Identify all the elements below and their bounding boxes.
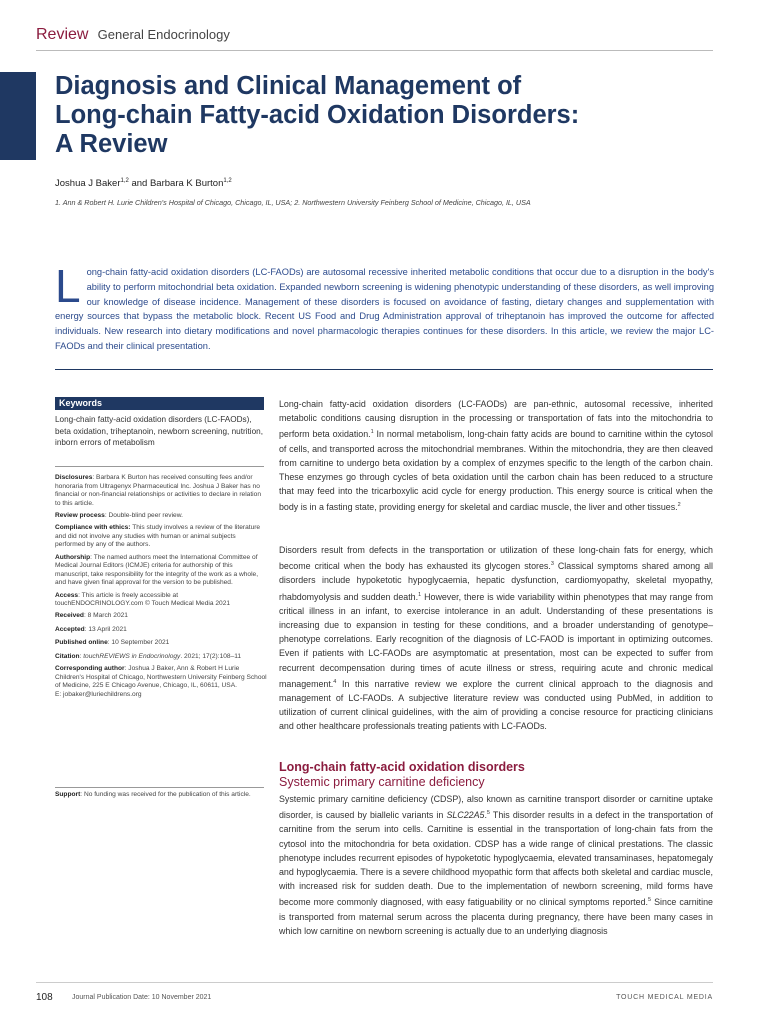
- body-text: In this narrative review we explore the current clinical approach to the diagnosis and management of LC-FAODs. A subjective literature review was conducted using PubMed, in addition to utilization of current clinical guidelines, with the aim of providing a concise resource for practicing clinicians and other healthcare professionals treating patients with LC-FAODs.: [279, 678, 713, 732]
- ethics-label: Compliance with ethics:: [55, 524, 131, 532]
- abstract-divider: [55, 369, 713, 370]
- reference-sup: 1: [370, 429, 374, 436]
- authorship: [55, 554, 267, 588]
- reference-sup: 1: [418, 591, 422, 598]
- author-separator: and: [128, 178, 150, 190]
- ethics: [55, 524, 267, 550]
- author-affiliation-sup: 1,2: [223, 178, 232, 184]
- article-type-label: Review: [36, 26, 89, 43]
- ethics-text: This study involves a review of the literature and did not involve any studies with human or animal subjects performed by any of the authors.: [55, 524, 261, 549]
- corresponding-author: [55, 665, 267, 699]
- disclosures-label: Disclosures: [55, 474, 93, 481]
- reference-sup: 2: [677, 502, 681, 509]
- body-text: In normal metabolism, long-chain fatty acids are bound to carnitine within the cytosol of cells, and transported across the mitochondrial membranes. Within the mitochondria, they are then cleaved from carnitine to undergo beta oxidation by a complex of enzymes specific to the length of the carbon chain. These enzymes go through cycles of beta oxidation until the carbon chain has been reduced to a structure that may feed into the tricarboxylic acid cycle for energy production. This energy source is critical when the body is in a fasting state, providing energy for skeletal and cardiac muscle, the liver and other tissues.: [279, 429, 713, 513]
- section-heading: Long-chain fatty-acid oxidation disorders: [279, 760, 525, 774]
- authorship-label: Authorship: [55, 553, 91, 561]
- running-header: [36, 26, 230, 44]
- support-divider: [55, 787, 264, 788]
- authorship-text: : The named authors meet the International Committee of Medical Journal Editors (ICMJE) criteria for authorship of this manuscript, take responsibility for the integrity of the work as a whole, and have given final approval for the version to be published.: [55, 553, 259, 587]
- reference-sup: 5: [486, 810, 490, 817]
- disclosures: [55, 474, 267, 508]
- review-label: Review process: [55, 511, 105, 519]
- body-text: Since carnitine is transported from maternal serum across the placenta during pregnancy, there have been many cases in which low carnitine on newborn screening is actually due to an underlying diagnosis: [279, 897, 713, 936]
- disclosures-text: : Barbara K Burton has received consulting fees and/or honoraria from Ultragenyx Pharmaceutical Inc. Joshua J Baker has no financial or non-financial relationships or activities to declare in relation to this article.: [55, 474, 261, 507]
- page-number: 108: [36, 992, 53, 1003]
- access-text: : This article is freely accessible at touchENDOCRINOLOGY.com © Touch Medical Media 2021: [55, 591, 231, 608]
- body-paragraph-2: [279, 543, 713, 734]
- publisher-brand: TOUCH MEDICAL MEDIA: [616, 994, 713, 1001]
- citation: [55, 653, 267, 662]
- published-date: [55, 639, 267, 648]
- reference-sup: 5: [647, 897, 652, 904]
- title-line: Diagnosis and Clinical Management of: [55, 72, 522, 100]
- body-paragraph-3: [279, 792, 713, 938]
- body-text: Disorders result from defects in the transportation or utilization of these long-chain fats for energy, which become critical when the body has exhausted its glycogen stores.: [279, 545, 713, 572]
- accepted-text: : 13 April 2021: [84, 625, 127, 633]
- published-text: : 10 September 2021: [107, 639, 170, 647]
- corresponding-label: Corresponding author: [55, 665, 125, 673]
- corresponding-email[interactable]: E: jobaker@luriechildrens.org: [55, 691, 142, 699]
- author-name: Barbara K Burton: [149, 178, 224, 190]
- support-label: Support: [55, 791, 81, 798]
- abstract: [55, 260, 714, 354]
- accepted-date: [55, 626, 267, 635]
- author-name: Joshua J Baker: [55, 178, 121, 190]
- publication-date: Journal Publication Date: 10 November 2021: [72, 994, 212, 1001]
- article-metadata: [55, 474, 267, 703]
- gene-name: SLC22A5: [446, 810, 485, 821]
- support-text: : No funding was received for the publication of this article.: [80, 791, 251, 798]
- title-line: A Review: [55, 130, 168, 158]
- review-text: : Double-blind peer review.: [104, 511, 183, 519]
- abstract-dropcap: L: [55, 260, 81, 312]
- received-text: : 8 March 2021: [83, 612, 128, 620]
- author-affiliation-sup: 1,2: [120, 178, 129, 184]
- body-text: This disorder results in a defect in the transportation of carnitine from the serum into cells. Carnitine is essential in the transportation of long-chain fats from the cytosol into the mitochondria for beta oxidation. CDSP has a wide range of clinical prestations. The classic phenotype includes recurrent episodes of hypoketotic hypoglycaemia, elevated transaminases, hepatomegaly and hypoglycaemia. There is a severe childhood myopathic form that affects both skeletal and cardiac muscle, with increased risk for sudden death. Due to the implementation of newborn screening, mild forms have become more commonly diagnosed, with easy fatiguability or no clinical symptoms reported.: [279, 810, 713, 908]
- abstract-text: ong-chain fatty-acid oxidation disorders (LC-FAODs) are autosomal recessive inherited metabolic conditions that occur due to a disruption in the body's ability to perform mitochondrial beta oxidation. Expanded newborn screening is widening phenotypic understanding of these disorders, as well improving our knowledge of disease incidence. Management of these disorders is focused on avoidance of fasting, dietary changes and supplementation with energy sources that bypass the metabolic block. Recent US Food and Drug Administration approval of triheptanoin has improved the outcome for affected individuals. New research into dietary modifications and novel pharmacologic therapies continues for these disorders. In this article, we review the major LC-FAODs and their clinical presentation.: [55, 267, 714, 351]
- affiliations: 1. Ann & Robert H. Lurie Children's Hospital of Chicago, Chicago, IL, USA; 2. Northwestern University Feinberg School of Medicine, Chicago, IL, USA: [55, 198, 531, 207]
- footer-divider: [36, 982, 713, 983]
- accepted-label: Accepted: [55, 625, 85, 633]
- body-text: Classical symptoms shared among all disorders include hypoketotic hypoglycaemia, hepatic dysfunction, cardiomyopathy, skeletal myopathy, rhabdomyolysis and sudden death.: [279, 561, 713, 602]
- published-label: Published online: [55, 639, 108, 647]
- body-text: .: [484, 810, 487, 821]
- reference-sup: 3: [550, 561, 554, 568]
- access-label: Access: [55, 591, 79, 599]
- reference-sup: 4: [333, 678, 337, 685]
- citation-label: Citation: [55, 653, 80, 661]
- subsection-heading: Systemic primary carnitine deficiency: [279, 775, 485, 789]
- support: [55, 791, 264, 800]
- keywords-heading: Keywords: [55, 397, 264, 410]
- title-line: Long-chain Fatty-acid Oxidation Disorders:: [55, 101, 580, 129]
- keywords-divider: [55, 466, 264, 467]
- received-date: [55, 612, 267, 621]
- body-text: Long-chain fatty-acid oxidation disorders (LC-FAODs) are pan-ethnic, autosomal recessive, inherited metabolic conditions causing disruption in the processing or transportation of fats into the mitochondria to perform beta oxidation.: [279, 399, 713, 440]
- article-title: [55, 72, 695, 159]
- citation-journal: touchREVIEWS in Endocrinology: [83, 653, 181, 661]
- keywords-list: Long-chain fatty-acid oxidation disorders (LC-FAODs), beta oxidation, triheptanoin, newborn screening, nutrition, inborn errors of metabolism: [55, 415, 264, 447]
- title-accent-bar: [0, 72, 36, 160]
- body-text: Systemic primary carnitine deficiency (CDSP), also known as carnitine transport disorder or carnitine uptake disorder, is caused by biallelic variants in: [279, 794, 713, 821]
- received-label: Received: [55, 612, 84, 620]
- header-divider: [36, 50, 713, 51]
- body-paragraph-1: [279, 397, 713, 515]
- section-label: General Endocrinology: [97, 27, 230, 42]
- author-list: [55, 178, 232, 189]
- corresponding-text: : Joshua J Baker, Ann & Robert H Lurie Children's Hospital of Chicago, Northwestern University Feinberg School of Medicine, 225 E Chicago Avenue, Chicago, IL, 60611, USA.: [55, 665, 267, 690]
- review-process: [55, 512, 267, 521]
- citation-post: . 2021; 17(2):108–11: [180, 653, 242, 661]
- citation-pre: :: [79, 653, 84, 661]
- access: [55, 592, 267, 609]
- body-text: However, there is wide variability within phenotypes that may range from critical illness in an infant, to exercise intolerance in an adult. Understanding of these presentations is increasing due to expansion in testing for these conditions, and a broader understanding of genotype–phenotype correlations. Early recognition of the diagnosis of LC-FAOD is important in optimizing outcomes. Even if patients with LC-FAODs are asymptomatic at presentation, most can be expected to suffer from recurrent decompensation during times of acute illness or stress, requiring acute and chronic medical management.: [279, 591, 713, 689]
